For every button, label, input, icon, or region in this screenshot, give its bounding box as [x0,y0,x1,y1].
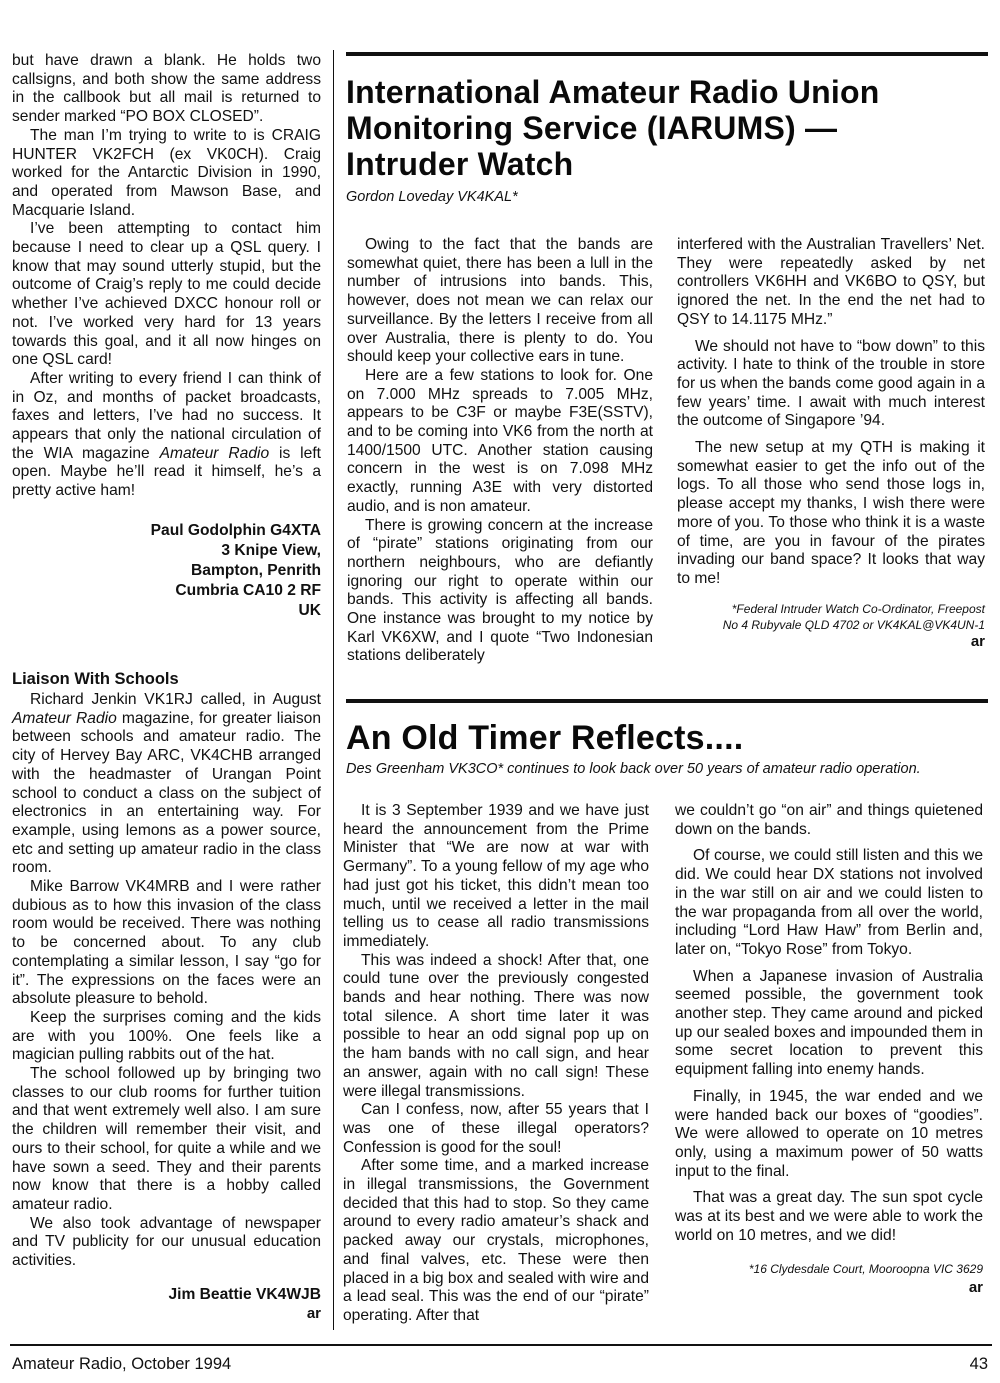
schools-section [12,669,321,1323]
article-paragraph: There is growing concern at the increase of “pirate” stations originating from our northern neighbours, who are defiantly ignoring our right to operate within our bands. This activity is affecting all bands. One instance was brought to my notice by Karl VK6XW, and I quote “Two Indonesian stations deliberately [347,516,653,665]
article-top-rule [346,52,988,56]
article-top-rule [346,699,988,703]
article-text: Richard Jenkin VK1RJ called, in August [30,691,321,708]
letter-paragraph: The man I’m trying to write to is CRAIG HUNTER VK2FCH (ex VK0CH). Craig worked for the Antarctic Division in 1990, and operated from Mawson Base, and Macquarie Island. [12,126,321,219]
letter-paragraph [12,370,321,501]
signature-line: Bampton, Penrith [191,561,321,579]
letter-paragraph: I’ve been attempting to contact him because I need to clear up a QSL query. I know that may sound utterly stupid, but the outcome of Craig’s reply to me could decide whether I’ve achieved DXCC honour roll or not. I’ve worked very hard for 13 years towards this goal, and it all now hinges on one QSL card! [12,220,321,369]
oldtimer-column-1 [343,802,649,1326]
article-paragraph: Owing to the fact that the bands are somewhat quiet, there has been a lull in the number of intrusions into bands. This, however, does not mean we can relax our surveillance. By the letters I receive from all over Australia, there is plenty to do. You should keep your collective ears in tune. [347,236,653,366]
left-column [12,52,321,621]
author-footnote: *16 Clydesdale Court, Mooroopna VIC 3629 [748,1262,983,1277]
footnote-line: No 4 Rubyvale QLD 4702 or VK4KAL@VK4UN-1 [722,617,985,632]
letter-signature: Jim Beattie VK4WJB [168,1285,321,1303]
article-paragraph: we couldn’t go “on air” and things quietened down on the bands. [675,802,983,838]
article-paragraph: After some time, and a marked increase in illegal transmissions, the Government decided that this had to stop. So they came around to every radio amateur’s shack and packed away our crystals, microphones, and final valves, etc. These were then placed in a big box and sealed with wire and a lead seal. This was the end of our “pirate” operating. After that [343,1157,650,1324]
article-paragraph: We also took advantage of newspaper and TV publicity for our unusual education activities. [12,1214,321,1270]
article-paragraph: Finally, in 1945, the war ended and we were handed back our boxes of “goodies”. We were allowed to operate on 10 metres only, using a maximum power of 50 watts input to the final. [675,1087,983,1180]
signature-line: Cumbria CA10 2 RF [175,581,321,599]
article-title [346,74,996,182]
letter-text: is left open. Maybe he’ll read it himself, he’s a pretty active ham! [12,444,321,500]
footnote-line: *Federal Intruder Watch Co-Ordinator, Freepost [731,601,985,616]
article-text: magazine, for greater liaison between schools and amateur radio. The city of Hervey Bay ARC, VK4CHB arranged with the headmaster of Urangan Point school to conduct a class on the subject of electronics in an entertaining way. For example, using lemons as a power source, etc and setting up amateur radio in the class room. [12,709,321,877]
article-paragraph: interfered with the Australian Travellers’ Net. They were repeatedly asked by net controllers VK6HH and VK6BO to QSY, but ignored the net. In the end the net had to QSY to 14.1175 MHz.” [677,236,985,328]
footer-rule [10,1344,992,1346]
section-heading: Liaison With Schools [12,670,179,688]
article-paragraph: Can I confess, now, after 55 years that I was one of these illegal operators? Confession is good for the soul! [343,1101,649,1156]
article-paragraph: The school followed up by bringing two classes to our club rooms for further tuition and that went extremely well also. I am sure the children will remember their visit, and ours to their school, for quite a while and we have sown a seed. They and their parents now know that there is a hobby called amateur radio. [12,1065,321,1213]
article-paragraph: We should not have to “bow down” to this activity. I hate to think of the trouble in store for us when the bands come good again in a few years’ time. I await with much interest the outcome of Singapore ’94. [677,337,985,430]
letter-paragraph: but have drawn a blank. He holds two callsigns, and both show the same address in the callbook but all mail is returned to sender marked “PO BOX CLOSED”. [12,52,321,126]
iarums-column-1 [347,236,653,666]
article-paragraph: It is 3 September 1939 and we have just heard the announcement from the Prime Minister that “We are now at war with Germany”. To a young fellow of my age who had just got his ticket, this didn’t mean too much, until we received a letter in the mail telling us to cease all radio transmissions immediately. [343,802,649,950]
magazine-name: Amateur Radio [159,444,270,462]
article-byline: Des Greenham VK3CO* continues to look back over 50 years of amateur radio operation. [346,761,921,777]
signature-line: Paul Godolphin G4XTA [150,521,321,539]
article-title: An Old Timer Reflects.... [346,719,744,757]
author-footnote [677,601,985,633]
article-paragraph: This was indeed a shock! After that, one could tune over the previously congested bands and hear nothing. There was now total silence. A short time later it was possible to hear an odd signal pop up on the ham bands with no call sign, and hear an answer, again with no call sign! These were illegal transmissions. [343,951,649,1100]
magazine-name: Amateur Radio [12,709,117,727]
title-line: Intruder Watch [346,146,574,182]
article-paragraph [12,691,321,878]
article-paragraph: Here are a few stations to look for. One on 7.000 MHz spreads to 7.005 MHz, appears to be C3F or maybe F3E(SSTV), and to be coming into VK6 from the north at 1400/1500 UTC. Another station causing concern in the west is on 7.098 MHz exactly, running A3E with very distorted audio, and is non amateur. [347,366,653,515]
signature-line: UK [298,601,321,619]
footer-magazine-title: Amateur Radio, October 1994 [12,1355,232,1373]
title-line: International Amateur Radio Union [346,74,880,110]
end-mark: ar [970,632,985,650]
article-paragraph: Keep the surprises coming and the kids are with you 100%. One feels like a magician pulling rabbits out of the hat. [12,1008,321,1064]
letter-signature [12,521,321,621]
column-divider [333,50,334,1330]
letter-text: After writing to every friend I can think of in Oz, and months of packet broadcasts, faxes and letters, I’ve had no success. It appears that only the national circulation of the WIA magazine [12,369,321,462]
page-number: 43 [969,1355,988,1373]
iarums-column-2 [677,236,985,651]
end-mark: ar [968,1279,983,1297]
title-line: Monitoring Service (IARUMS) — [346,110,838,146]
oldtimer-column-2 [675,802,983,1297]
article-paragraph: Of course, we could still listen and this we did. We could hear DX stations not involved in the war still on air and we could listen to the war propaganda from all over the world, including “Lord Haw Haw” from Berlin and, later on, “Tokyo Rose” from Tokyo. [675,847,983,958]
article-paragraph: Mike Barrow VK4MRB and I were rather dubious as to how this invasion of the class room would be received. There was nothing to be concerned about. To any club contemplating a similar lesson, I say “go for it”. The expressions on the faces were an absolute pleasure to behold. [12,878,321,1008]
end-mark: ar [306,1304,321,1322]
signature-line: 3 Knipe View, [221,541,321,559]
article-byline: Gordon Loveday VK4KAL* [346,189,518,205]
article-paragraph: When a Japanese invasion of Australia seemed possible, the government took another step. They came around and picked up our sealed boxes and impounded them in some secret location to prevent this equipment falling into enemy hands. [675,967,983,1079]
article-paragraph: The new setup at my QTH is making it somewhat easier to get the info out of the logs. To all those who send those logs in, please accept my thanks, I wish there were more of you. To those who think it is a waste of time, are you in favour of the pirates invading our band space? It looks that way to me! [677,439,985,587]
article-paragraph: That was a great day. The sun spot cycle was at its best and we were able to work the world on 10 metres, and we did! [675,1189,983,1244]
